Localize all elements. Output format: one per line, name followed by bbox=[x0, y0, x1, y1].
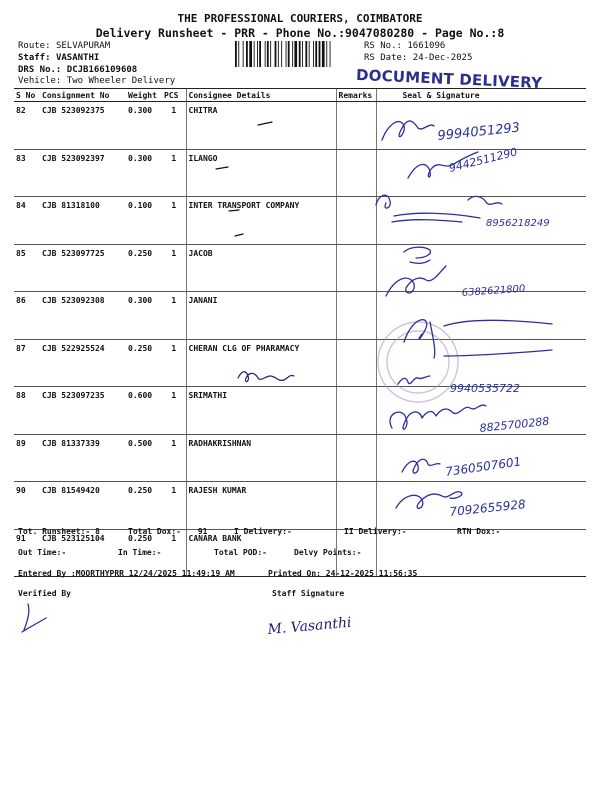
pcs-cell: 1 bbox=[162, 244, 186, 292]
sno-cell: 91 bbox=[14, 529, 40, 577]
col-consignment: Consignment No bbox=[40, 89, 126, 102]
drs-value: DCJB166109608 bbox=[66, 65, 138, 75]
table-row bbox=[14, 434, 586, 482]
handwritten-phone-82: 9994051293 bbox=[436, 120, 521, 144]
document-delivery-stamp: DOCUMENT DELIVERY bbox=[355, 65, 543, 93]
handwritten-phone-91: 7092655928 bbox=[448, 497, 527, 519]
consignment-cell: CJB 523092397 bbox=[40, 149, 126, 197]
table-row bbox=[14, 292, 586, 340]
consignment-cell: CJB 523097725 bbox=[40, 244, 126, 292]
barcode-bar bbox=[305, 41, 307, 67]
consignment-cell: CJB 523097235 bbox=[40, 387, 126, 435]
weight-cell: 0.600 bbox=[126, 387, 162, 435]
consignment-cell: CJB 523125104 bbox=[40, 529, 126, 577]
runsheet-title: Delivery Runsheet - PRR - Phone No.:9047080280 - Page No.:8 bbox=[95, 26, 505, 40]
barcode-bar bbox=[243, 41, 244, 67]
rs-no-label: RS No.: bbox=[364, 41, 402, 51]
consignment-cell: CJB 81337339 bbox=[40, 434, 126, 482]
barcode-bar bbox=[302, 41, 303, 67]
vehicle-line bbox=[18, 76, 175, 86]
table-row bbox=[14, 102, 586, 150]
rtn-dox: RTN Dox:- bbox=[457, 527, 501, 536]
barcode-bar bbox=[254, 41, 255, 67]
barcode-bar bbox=[292, 41, 293, 67]
pcs-cell: 1 bbox=[162, 434, 186, 482]
barcode-bar bbox=[286, 41, 287, 67]
tot-runsheet: Tot. Runsheet:- 8 bbox=[18, 527, 100, 536]
sno-cell: 85 bbox=[14, 244, 40, 292]
delvy-points: Delvy Points:- bbox=[294, 548, 362, 557]
table-row bbox=[14, 387, 586, 435]
col-seal-signature: Seal & Signature bbox=[376, 89, 586, 102]
signature-cell bbox=[376, 197, 586, 245]
rs-date-label: RS Date: bbox=[364, 53, 408, 63]
barcode-bar bbox=[267, 41, 269, 67]
col-weight: Weight bbox=[126, 89, 162, 102]
remarks-cell bbox=[336, 292, 376, 340]
consignee-cell: JACOB bbox=[186, 244, 336, 292]
table-header-row bbox=[14, 89, 586, 102]
remarks-cell bbox=[336, 339, 376, 387]
signature-cell bbox=[376, 387, 586, 435]
staff-value: VASANTHI bbox=[55, 53, 100, 63]
sno-cell: 90 bbox=[14, 482, 40, 530]
weight-cell: 0.300 bbox=[126, 149, 162, 197]
barcode-bar bbox=[270, 41, 271, 67]
consignee-cell: JANANI bbox=[186, 292, 336, 340]
remarks-cell bbox=[336, 244, 376, 292]
barcode-bar bbox=[294, 41, 297, 67]
table-row bbox=[14, 244, 586, 292]
barcode-bar bbox=[322, 41, 325, 67]
weight-cell: 0.250 bbox=[126, 339, 162, 387]
company-title: THE PROFESSIONAL COURIERS, COIMBATORE bbox=[177, 12, 423, 25]
consignment-cell: CJB 522925524 bbox=[40, 339, 126, 387]
i-delivery: I Delivery:- bbox=[234, 527, 292, 536]
out-time: Out Time:- bbox=[18, 548, 67, 557]
in-time: In Time:- bbox=[118, 548, 162, 557]
rs-date-value: 24-Dec-2025 bbox=[412, 53, 473, 63]
route-label: Route: bbox=[18, 41, 51, 51]
table-row bbox=[14, 149, 586, 197]
table-row bbox=[14, 197, 586, 245]
pcs-cell: 1 bbox=[162, 102, 186, 150]
barcode-bar bbox=[257, 41, 258, 67]
vehicle-label: Vehicle: bbox=[18, 76, 62, 86]
total-dox-label: Total Dox:- bbox=[128, 527, 181, 536]
rs-no-line bbox=[364, 41, 445, 51]
consignment-cell: CJB 523092308 bbox=[40, 292, 126, 340]
consignee-cell: RAJESH KUMAR bbox=[186, 482, 336, 530]
consignee-cell: ILANGO bbox=[186, 149, 336, 197]
printed-on: Printed On: 24-12-2025 11:56:35 bbox=[268, 569, 418, 578]
barcode-bar bbox=[319, 41, 321, 67]
consignee-cell: SRIMATHI bbox=[186, 387, 336, 435]
barcode-bar bbox=[249, 41, 252, 67]
sno-cell: 86 bbox=[14, 292, 40, 340]
total-dox-value: 91 bbox=[197, 527, 208, 536]
vehicle-value: Two Wheeler Delivery bbox=[66, 76, 176, 86]
weight-cell: 0.250 bbox=[126, 244, 162, 292]
table-row bbox=[14, 482, 586, 530]
rs-no-value: 1661096 bbox=[407, 41, 446, 51]
signature-cell bbox=[376, 482, 586, 530]
weight-cell: 0.300 bbox=[126, 102, 162, 150]
col-pcs: PCS bbox=[162, 89, 186, 102]
remarks-cell bbox=[336, 197, 376, 245]
pcs-cell: 1 bbox=[162, 482, 186, 530]
consignment-cell: CJB 523092375 bbox=[40, 102, 126, 150]
remarks-cell bbox=[336, 387, 376, 435]
signature-cell bbox=[376, 292, 586, 340]
drs-line bbox=[18, 65, 137, 75]
handwritten-phone-88: 9940535722 bbox=[450, 382, 520, 395]
total-pod: Total POD:- bbox=[214, 548, 267, 557]
handwritten-phone-89: 8825700288 bbox=[478, 414, 550, 435]
route-value: SELVAPURAM bbox=[55, 41, 111, 51]
barcode bbox=[234, 41, 358, 67]
handwritten-phone-83: 9442511290 bbox=[447, 145, 519, 175]
signature-cell bbox=[376, 149, 586, 197]
col-sno: S No bbox=[14, 89, 40, 102]
pcs-cell: 1 bbox=[162, 339, 186, 387]
weight-cell: 0.500 bbox=[126, 434, 162, 482]
consignee-cell: CHITRA bbox=[186, 102, 336, 150]
total-dox bbox=[128, 527, 207, 536]
sno-cell: 83 bbox=[14, 149, 40, 197]
barcode-bar bbox=[299, 41, 301, 67]
handwritten-phone-86: 6382621800 bbox=[461, 283, 526, 299]
sno-cell: 82 bbox=[14, 102, 40, 150]
barcode-bar bbox=[265, 41, 266, 67]
barcode-bar bbox=[275, 41, 277, 67]
consignment-cell: CJB 81549420 bbox=[40, 482, 126, 530]
pcs-cell: 1 bbox=[162, 149, 186, 197]
barcode-bar bbox=[309, 41, 310, 67]
weight-cell: 0.100 bbox=[126, 197, 162, 245]
sno-cell: 88 bbox=[14, 387, 40, 435]
signature-cell bbox=[376, 434, 586, 482]
handwritten-phone-90: 7360507601 bbox=[444, 454, 523, 479]
rs-date-line bbox=[364, 53, 472, 63]
signature-cell bbox=[376, 102, 586, 150]
barcode-bar bbox=[281, 41, 282, 67]
sno-cell: 87 bbox=[14, 339, 40, 387]
pcs-cell: 1 bbox=[162, 292, 186, 340]
barcode-bar bbox=[326, 41, 327, 67]
pcs-cell: 1 bbox=[162, 529, 186, 577]
barcode-bar bbox=[238, 41, 239, 67]
staff-signature-label: Staff Signature bbox=[272, 589, 345, 598]
remarks-cell bbox=[336, 149, 376, 197]
delivery-table bbox=[14, 88, 586, 577]
verified-by-signature-image bbox=[22, 604, 46, 632]
weight-cell: 0.300 bbox=[126, 292, 162, 340]
col-consignee: Consignee Details bbox=[186, 89, 336, 102]
entered-by: Entered By :MOORTHYPRR 12/24/2025 11:49:19 AM bbox=[18, 569, 235, 578]
weight-cell: 0.250 bbox=[126, 529, 162, 577]
drs-label: DRS No.: bbox=[18, 65, 62, 75]
barcode-bar bbox=[259, 41, 261, 67]
staff-signature-handwriting: M. Vasanthi bbox=[266, 614, 353, 638]
barcode-bar bbox=[278, 41, 279, 67]
barcode-bar bbox=[313, 41, 314, 67]
consignee-cell: CHERAN CLG OF PHARAMACY bbox=[186, 339, 336, 387]
ii-delivery: II Delivery:- bbox=[344, 527, 407, 536]
signature-cell bbox=[376, 339, 586, 387]
col-remarks: Remarks bbox=[336, 89, 376, 102]
barcode-bar bbox=[246, 41, 248, 67]
sno-cell: 89 bbox=[14, 434, 40, 482]
consignee-cell: INTER TRANSPORT COMPANY bbox=[186, 197, 336, 245]
weight-cell: 0.250 bbox=[126, 482, 162, 530]
consignment-cell: CJB 81318100 bbox=[40, 197, 126, 245]
barcode-bar bbox=[235, 41, 237, 67]
route-line bbox=[18, 41, 110, 51]
remarks-cell bbox=[336, 482, 376, 530]
remarks-cell bbox=[336, 434, 376, 482]
pcs-cell: 1 bbox=[162, 387, 186, 435]
barcode-bar bbox=[330, 41, 331, 67]
handwritten-phone-84: 8956218249 bbox=[486, 218, 550, 229]
barcode-bar bbox=[288, 41, 290, 67]
remarks-cell bbox=[336, 102, 376, 150]
consignee-cell: RADHAKRISHNAN bbox=[186, 434, 336, 482]
pcs-cell: 1 bbox=[162, 197, 186, 245]
verified-by: Verified By bbox=[18, 589, 71, 598]
consignee-cell: CANARA BANK bbox=[186, 529, 336, 577]
table-row bbox=[14, 339, 586, 387]
staff-label: Staff: bbox=[18, 53, 51, 63]
barcode-bar bbox=[315, 41, 317, 67]
sno-cell: 84 bbox=[14, 197, 40, 245]
staff-line bbox=[18, 53, 99, 63]
signature-cell bbox=[376, 244, 586, 292]
